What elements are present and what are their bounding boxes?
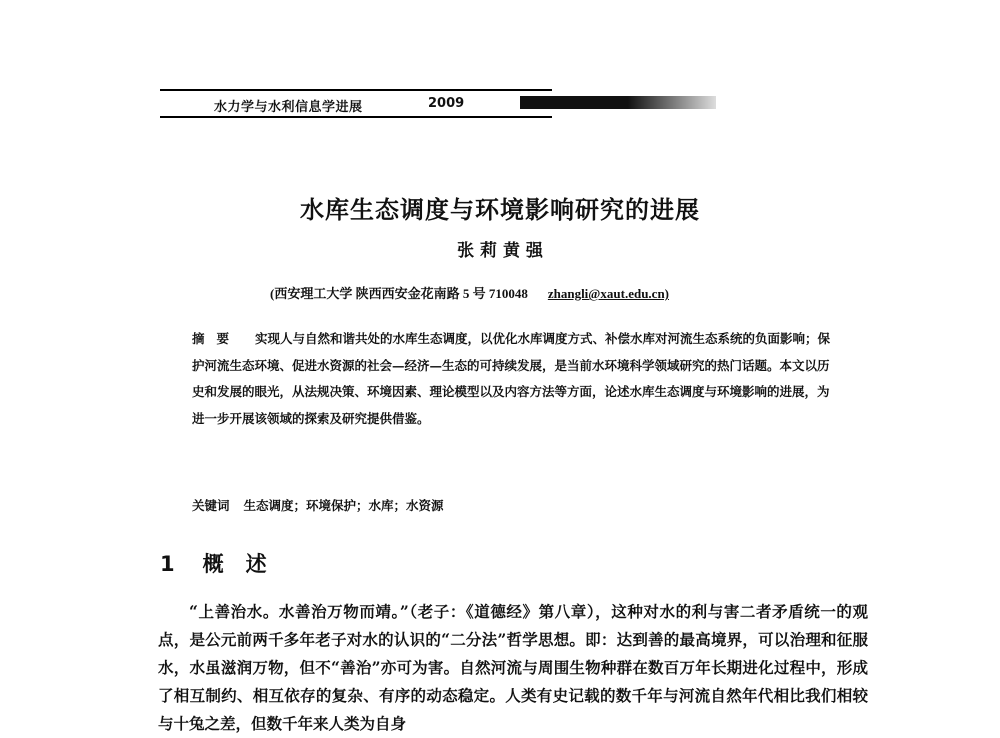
body-text xyxy=(158,598,868,738)
header-decor-bar xyxy=(520,96,716,109)
header-rule-bottom xyxy=(160,116,552,118)
paper-title: 水库生态调度与环境影响研究的进展 xyxy=(300,196,700,224)
journal-year: 2009 xyxy=(428,96,465,111)
section-heading xyxy=(160,548,289,578)
affiliation xyxy=(270,283,669,302)
abstract-text: 实现人与自然和谐共处的水库生态调度，以优化水库调度方式、补偿水库对河流生态系统的负面影响；保护河流生态环境、促进水资源的社会—经济—生态的可持续发展，是当前水环境科学领域研究的热门话题。本文以历史和发展的眼光，从法规决策、环境因素、理论模型以及内容方法等方面，论述水库生态调度与环境影响的进展，为进一步开展该领域的探索及研究提供借鉴。 xyxy=(192,331,831,426)
section-number: 1 xyxy=(160,552,175,576)
paper-authors: 张 莉 黄 强 xyxy=(457,241,543,261)
affiliation-address: (西安理工大学 陕西西安金花南路 5 号 710048 xyxy=(270,286,528,301)
keywords-text: 生态调度；环境保护；水库；水资源 xyxy=(243,498,444,513)
body-paragraph: “上善治水。水善治万物而靖。”（老子：《道德经》第八章），这种对水的利与害二者矛盾统一的观点，是公元前两千多年老子对水的认识的“二分法”哲学思想。即：达到善的最高境界，可以治理和征服水，水虽滋润万物，但不“善治”亦可为害。自然河流与周围生物种群在数百万年长期进化过程中，形成了相互制约、相互依存的复杂、有序的动态稳定。人类有史记载的数千年与河流自然年代相比我们相较与十兔之差，但数千年来人类为自身 xyxy=(158,602,868,733)
section-title: 概述 xyxy=(202,552,289,576)
header-rule-top xyxy=(160,89,552,91)
keywords-label: 关键词 xyxy=(192,498,230,513)
abstract xyxy=(192,326,837,432)
abstract-label: 摘要 xyxy=(192,331,242,346)
keywords xyxy=(192,496,444,514)
author-email: zhangli@xaut.edu.cn) xyxy=(547,286,670,301)
journal-name: 水力学与水利信息学进展 xyxy=(214,100,363,115)
